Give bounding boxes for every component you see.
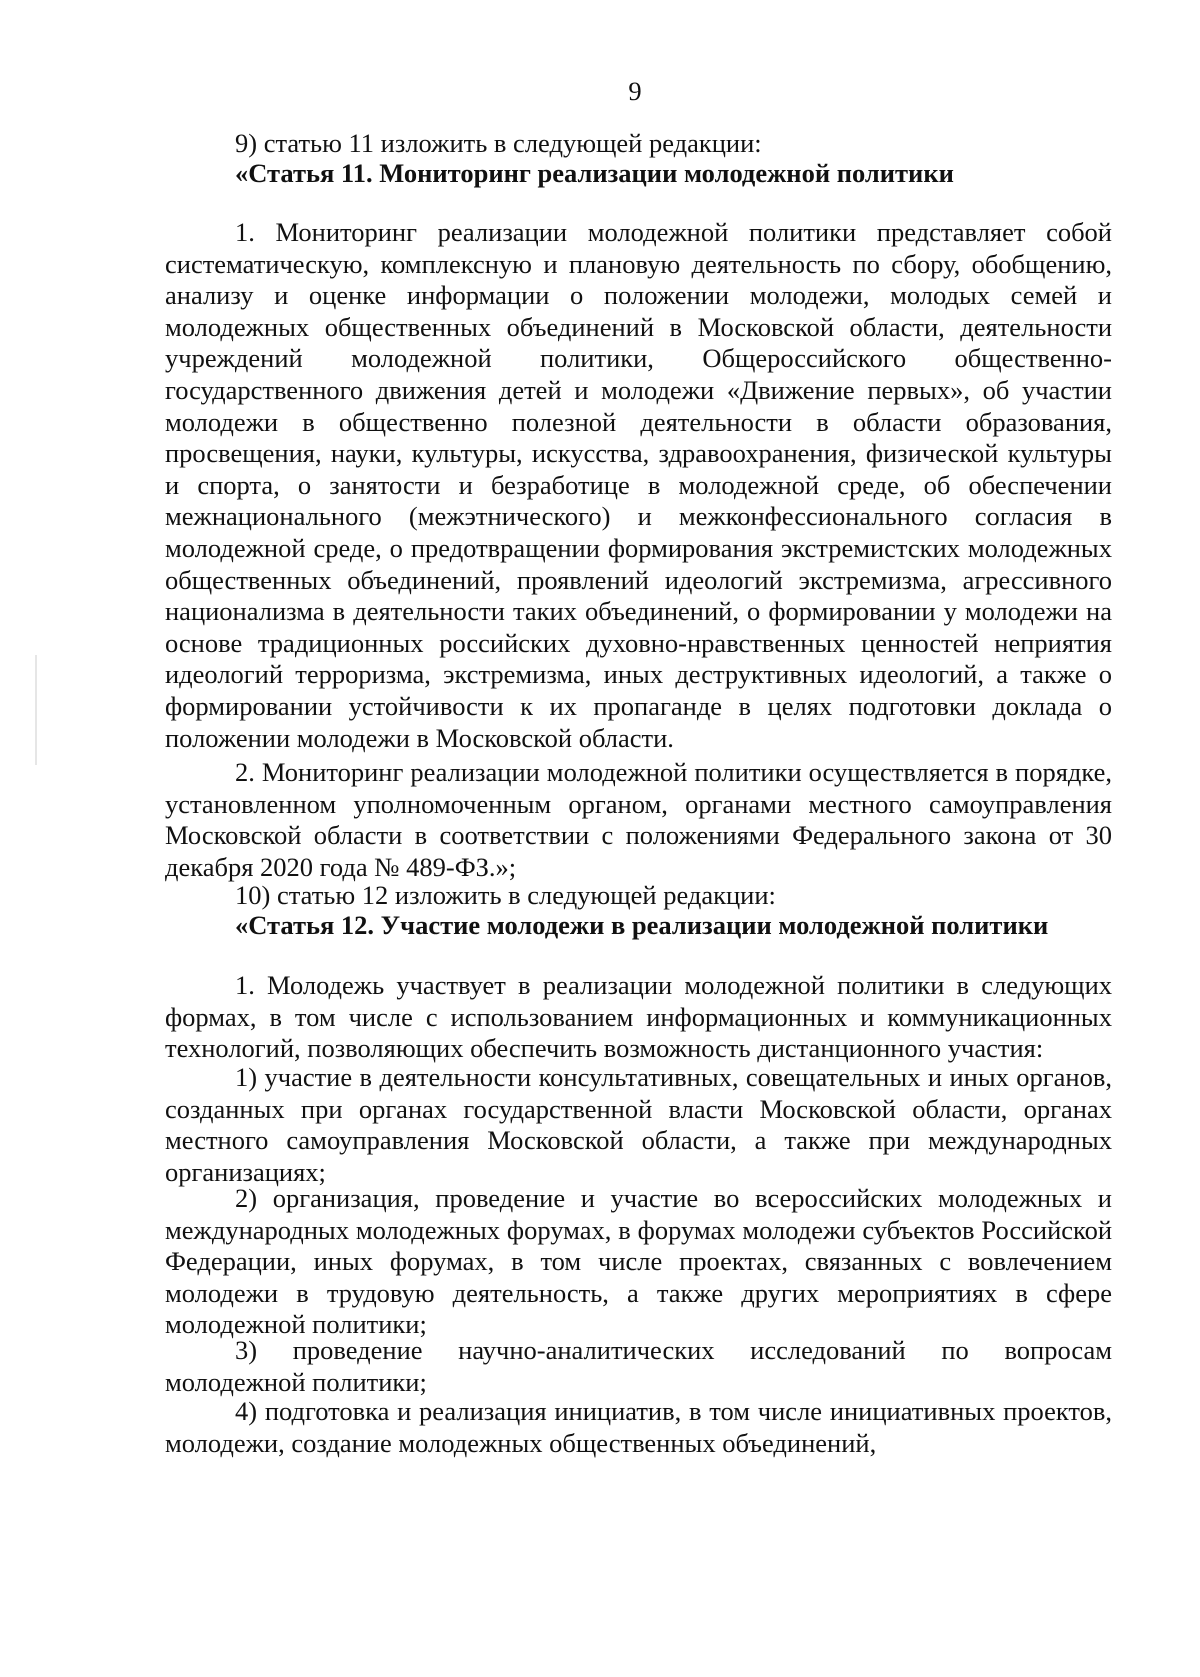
- scan-margin-mark: [35, 655, 37, 765]
- item-10-intro: 10) статью 12 изложить в следующей редакции:: [235, 880, 776, 910]
- article-11-paragraph-2: 2. Мониторинг реализации молодежной политики осуществляется в порядке, установленном уполномоченным органом, органами местного самоуправления Московской области в соответствии с положениями Федерального закона от 30 декабря 2020 года № 489-ФЗ.»;: [165, 757, 1112, 882]
- item-9-intro: 9) статью 11 изложить в следующей редакции:: [235, 128, 762, 158]
- article-12-subitem-2: 2) организация, проведение и участие во всероссийских молодежных и международных молодежных форумах, в форумах молодежи субъектов Российской Федерации, иных форумах, в том числе проектах, связанных с вовлечением молодежи в трудовую деятельность, а также других мероприятиях в сфере молодежной политики;: [165, 1183, 1112, 1340]
- article-12-subitem-1: 1) участие в деятельности консультативных, совещательных и иных органов, созданных при органах государственной власти Московской области, органах местного самоуправления Московской области, а также при международных организациях;: [165, 1062, 1112, 1187]
- article-12-subitem-3: 3) проведение научно-аналитических исследований по вопросам молодежной политики;: [165, 1335, 1112, 1397]
- article-12-subitem-4: 4) подготовка и реализация инициатив, в том числе инициативных проектов, молодежи, создание молодежных общественных объединений,: [165, 1396, 1112, 1458]
- article-11-paragraph-1: 1. Мониторинг реализации молодежной политики представляет собой систематическую, комплексную и плановую деятельность по сбору, обобщению, анализу и оценке информации о положении молодежи, молодых семей и молодежных общественных объединений в Московской области, деятельности учреждений молодежной политики, Общероссийского общественно-государственного движения детей и молодежи «Движение первых», об участии молодежи в общественно полезной деятельности в области образования, просвещения, науки, культуры, искусства, здравоохранения, физической культуры и спорта, о занятости и безработице в молодежной среде, об обеспечении межнационального (межэтнического) и межконфессионального согласия в молодежной среде, о предотвращении формирования экстремистских молодежных общественных объединений, проявлений идеологий экстремизма, агрессивного национализма в деятельности таких объединений, о формировании у молодежи на основе традиционных российских духовно-нравственных ценностей неприятия идеологий терроризма, экстремизма, иных деструктивных идеологий, а также о формировании устойчивости к их пропаганде в целях подготовки доклада о положении молодежи в Московской области.: [165, 217, 1112, 753]
- article-11-title: «Статья 11. Мониторинг реализации молодежной политики: [235, 158, 954, 188]
- page-number: 9: [628, 76, 642, 106]
- article-12-title: «Статья 12. Участие молодежи в реализации молодежной политики: [235, 910, 1049, 940]
- article-12-paragraph-1: 1. Молодежь участвует в реализации молодежной политики в следующих формах, в том числе с использованием информационных и коммуникационных технологий, позволяющих обеспечить возможность дистанционного участия:: [165, 970, 1112, 1064]
